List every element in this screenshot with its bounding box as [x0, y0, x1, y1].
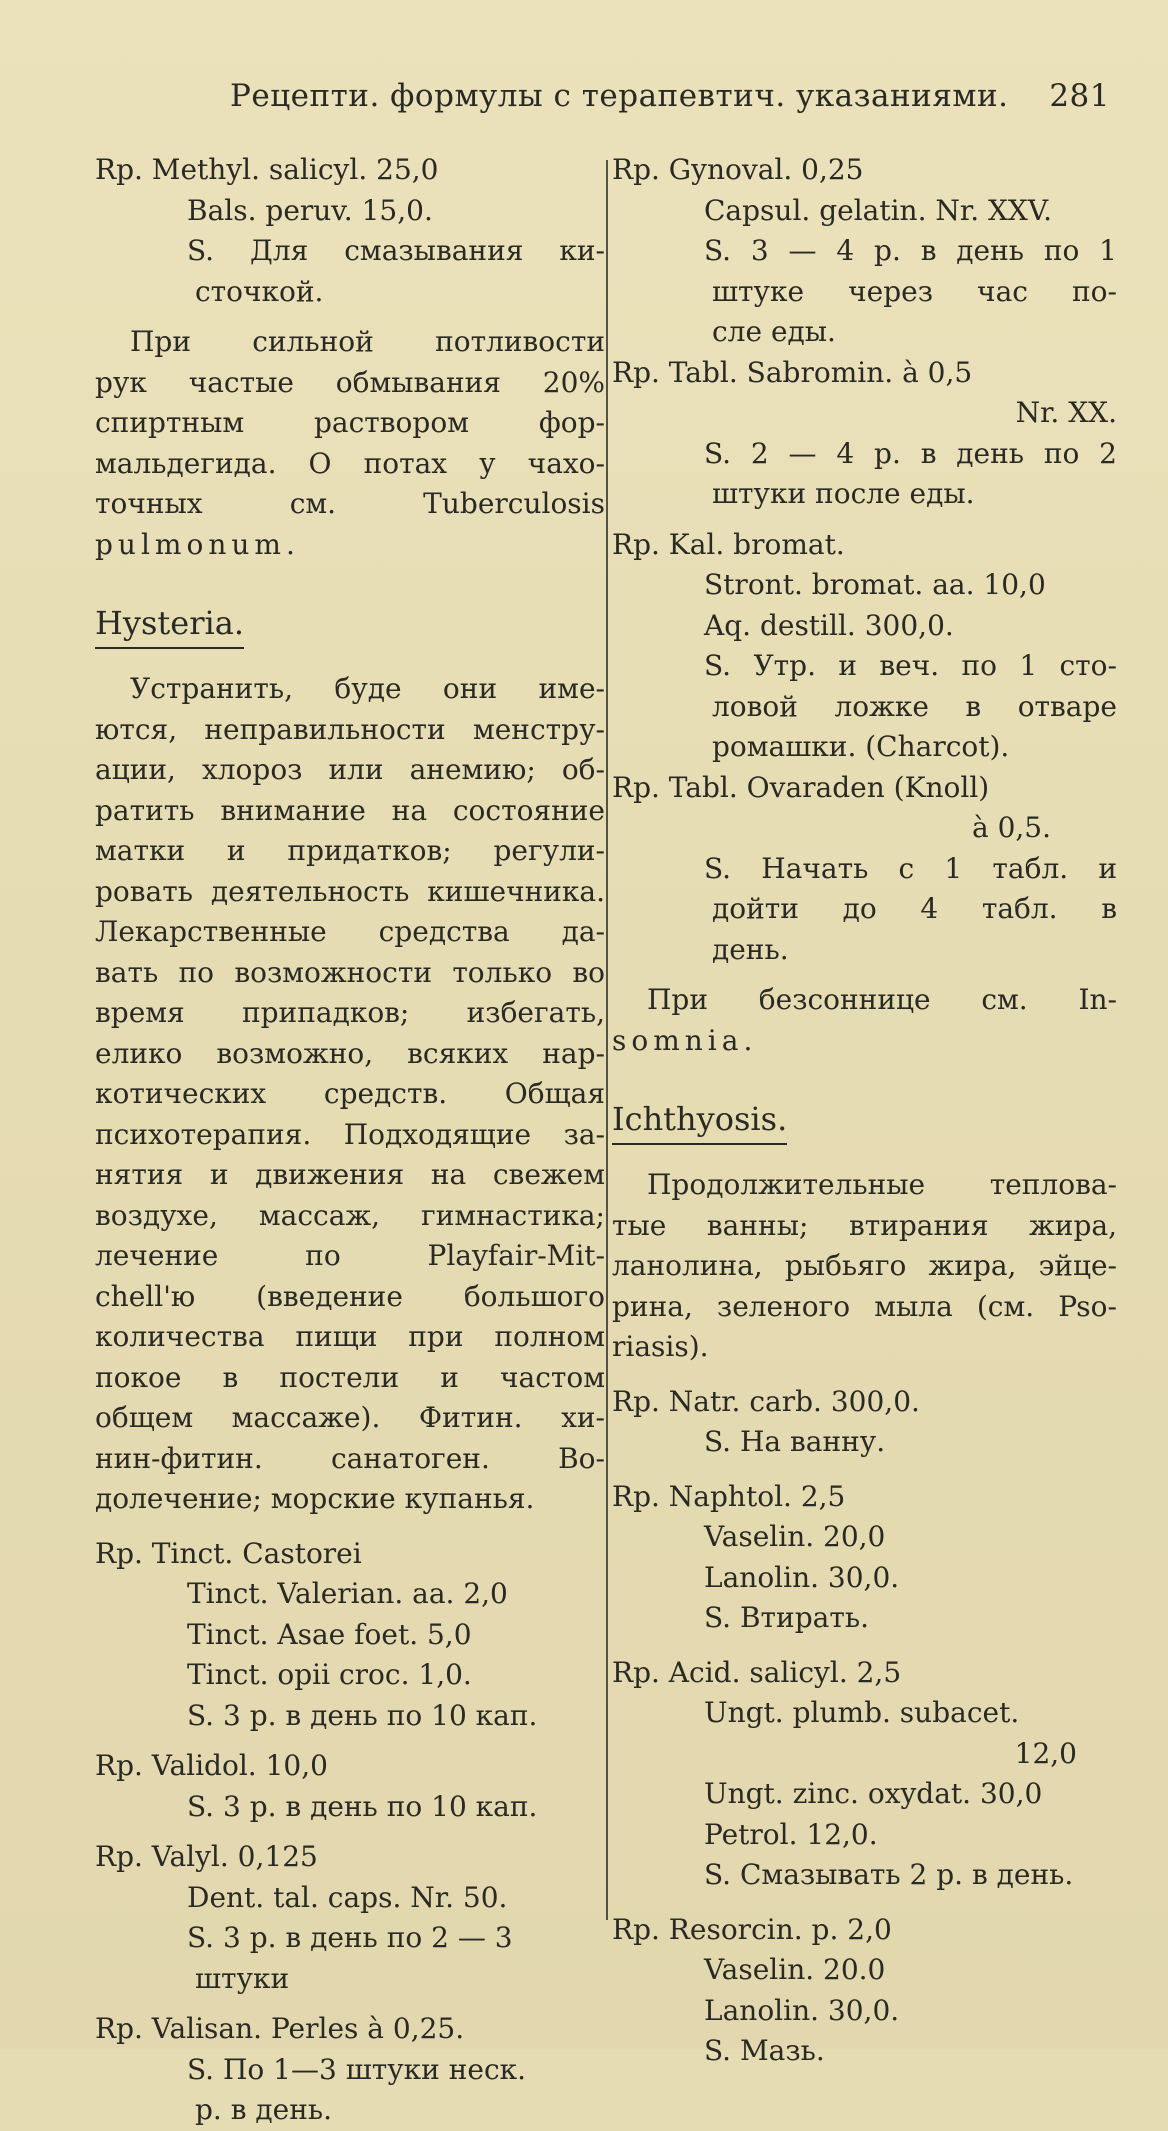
text-line: рук частые обмывания 20% — [95, 365, 605, 399]
rx-line: Rp. Valisan. Perles à 0,25. — [95, 2012, 465, 2045]
rx-line: сле еды. — [712, 315, 836, 348]
paragraph-insomnia — [612, 980, 1117, 1061]
rx-line: S. По 1—3 штуки неск. — [187, 2052, 527, 2086]
rx-line: Stront. bromat. aa. 10,0 — [704, 568, 1046, 601]
right-column — [612, 150, 1117, 2072]
rx-line: Aq. destill. 300,0. — [704, 608, 954, 642]
prescription-kal-bromat — [612, 525, 1117, 768]
prescription-naphtol — [612, 1477, 1117, 1639]
rx-line: 12,0 — [1014, 1736, 1077, 1770]
prescription-ovaraden — [612, 768, 1117, 971]
prescription-sabromin — [612, 353, 1117, 515]
text-line: воздухе, массаж, гимнастика; — [95, 1198, 605, 1232]
rx-line: à 0,5. — [972, 811, 1052, 844]
text-line: ации, хлороз или анемию; об- — [95, 753, 605, 786]
rx-line: S. 3 — 4 р. в день по 1 — [704, 234, 1117, 267]
rx-line: Rp. Resorcin. p. 2,0 — [612, 1912, 892, 1946]
rx-line: Rp. Natr. carb. 300,0. — [612, 1384, 920, 1418]
rx-line: Vaselin. 20.0 — [704, 1953, 886, 1986]
rx-line: Rp. Acid. salicyl. 2,5 — [612, 1655, 902, 1689]
rx-line: Petrol. 12,0. — [704, 1817, 878, 1851]
rx-line: Lanolin. 30,0. — [704, 1993, 900, 2027]
prescription-gynoval — [612, 150, 1117, 353]
text-line: время припадков; избегать, — [95, 996, 605, 1029]
prescription-valyl — [95, 1837, 605, 1999]
rx-line: Lanolin. 30,0. — [704, 1560, 900, 1594]
text-line: лечение по Playfair-Mit- — [95, 1239, 605, 1272]
text-line: Устранить, буде они име- — [130, 672, 605, 705]
text-line: нятия и движения на свежем — [95, 1158, 605, 1191]
paragraph-hysteria — [95, 669, 605, 1520]
text-line: елико возможно, всяких нар- — [95, 1036, 605, 1070]
text-line: нин-фитин. санатоген. Во- — [95, 1441, 605, 1475]
text-line: матки и придатков; регули- — [95, 834, 605, 867]
text-line: Продолжительные теплова- — [647, 1168, 1117, 1201]
text-line: количества пищи при полном — [95, 1320, 605, 1353]
text-line: покое в постели и частом — [95, 1360, 605, 1394]
rx-line: ловой ложке в отваре — [712, 689, 1117, 723]
rx-line: Bals. peruv. 15,0. — [187, 193, 433, 227]
text-line: pulmonum. — [95, 527, 300, 561]
text-line: При сильной потливости — [130, 325, 605, 358]
paragraph-sweating — [95, 322, 605, 565]
rx-line: Rp. Tabl. Ovaraden (Knoll) — [612, 770, 990, 804]
rx-line: Tinct. Asae foet. 5,0 — [187, 1617, 472, 1651]
rx-line: S. 3 р. в день по 2 — 3 — [187, 1921, 513, 1954]
section-heading-hysteria: Hysteria. — [95, 601, 244, 649]
rx-line: штуке через час по- — [712, 274, 1117, 308]
text-line: мальдегида. О потах у чахо- — [95, 446, 605, 480]
rx-line: штуки после еды. — [712, 477, 975, 510]
rx-line: сточкой. — [195, 274, 324, 308]
prescription-valisan — [95, 2009, 605, 2131]
paragraph-ichthyosis — [612, 1165, 1117, 1368]
rx-line: S. Смазывать 2 р. в день. — [704, 1858, 1074, 1891]
rx-line: дойти до 4 табл. в — [712, 892, 1117, 925]
running-header — [230, 78, 1110, 114]
text-line: Лекарственные средства да- — [95, 915, 605, 948]
rx-line: Rp. Tinct. Castorei — [95, 1536, 362, 1570]
rx-line: Rp. Methyl. salicyl. 25,0 — [95, 153, 439, 186]
text-line: спиртным раствором фор- — [95, 406, 605, 439]
rx-line: S. 3 р. в день по 10 кап. — [187, 1698, 538, 1732]
rx-line: S. На ванну. — [704, 1425, 886, 1458]
text-line: психотерапия. Подходящие за- — [95, 1117, 605, 1151]
rx-line: Dent. tal. caps. Nr. 50. — [187, 1880, 508, 1914]
prescription-resorcin — [612, 1910, 1117, 2072]
rx-line: Rp. Validol. 10,0 — [95, 1749, 328, 1782]
text-line: котических средств. Общая — [95, 1077, 605, 1110]
text-line: точных см. Tuberculosis — [95, 487, 605, 520]
rx-line: Tinct. opii croc. 1,0. — [187, 1658, 472, 1691]
rx-line: Ungt. zinc. oxydat. 30,0 — [704, 1777, 1043, 1810]
rx-line: Tinct. Valerian. aa. 2,0 — [187, 1577, 508, 1610]
prescription-castorei — [95, 1534, 605, 1737]
rx-line: Nr. XX. — [1015, 396, 1117, 429]
text-line: рина, зеленого мыла (см. Pso- — [612, 1289, 1117, 1323]
text-line: ратить внимание на состояние — [95, 793, 605, 827]
rx-line: Vaselin. 20,0 — [704, 1520, 886, 1553]
rx-line: Capsul. gelatin. Nr. XXV. — [704, 193, 1053, 227]
text-line: ровать деятельность кишечника. — [95, 874, 605, 908]
section-heading-ichthyosis: Ichthyosis. — [612, 1097, 787, 1145]
text-line: riasis). — [612, 1330, 709, 1363]
text-line: chell'ю (введение большого — [95, 1279, 605, 1313]
rx-line: Rp. Tabl. Sabromin. à 0,5 — [612, 355, 973, 389]
rx-line: Rp. Valyl. 0,125 — [95, 1840, 318, 1873]
rx-line: день. — [712, 932, 789, 966]
prescription-natr-carb — [612, 1382, 1117, 1463]
rx-line: S. Начать с 1 табл. и — [704, 851, 1117, 885]
text-line: тые ванны; втирания жира, — [612, 1208, 1117, 1242]
rx-line: S. 3 р. в день по 10 кап. — [187, 1789, 538, 1823]
rx-line: S. 2 — 4 р. в день по 2 — [704, 436, 1117, 470]
text-line: somnia. — [612, 1023, 758, 1057]
text-line: вать по возможности только во — [95, 955, 605, 989]
left-column — [95, 150, 605, 2131]
prescription-acid-salicyl — [612, 1653, 1117, 1896]
rx-line: р. в день. — [195, 2093, 333, 2126]
rx-line: Rp. Kal. bromat. — [612, 527, 845, 561]
rx-line: Rp. Gynoval. 0,25 — [612, 153, 864, 186]
rx-line: S. Утр. и веч. по 1 сто- — [704, 649, 1117, 682]
rx-line: Rp. Naphtol. 2,5 — [612, 1479, 846, 1513]
header-title: Рецепти. формулы с терапевтич. указаниями. — [230, 78, 1009, 114]
rx-line: S. Для смазывания ки- — [187, 234, 605, 267]
text-line: долечение; морские купанья. — [95, 1482, 535, 1515]
rx-line: Ungt. plumb. subacet. — [704, 1696, 1020, 1729]
rx-line: S. Мазь. — [704, 2034, 825, 2067]
rx-line: ромашки. (Charcot). — [712, 730, 1010, 763]
column-divider — [606, 160, 608, 1920]
prescription-validol — [95, 1746, 605, 1827]
prescription-methyl-salicyl — [95, 150, 605, 312]
text-line: ланолина, рыбьяго жира, эйце- — [612, 1249, 1117, 1282]
text-line: общем массаже). Фитин. хи- — [95, 1401, 605, 1434]
rx-line: S. Втирать. — [704, 1601, 869, 1634]
page-number: 281 — [1049, 78, 1110, 114]
text-line: ются, неправильности менстру- — [95, 712, 605, 746]
rx-line: штуки — [195, 1961, 290, 1995]
text-line: При безсоннице см. In- — [647, 983, 1117, 1016]
